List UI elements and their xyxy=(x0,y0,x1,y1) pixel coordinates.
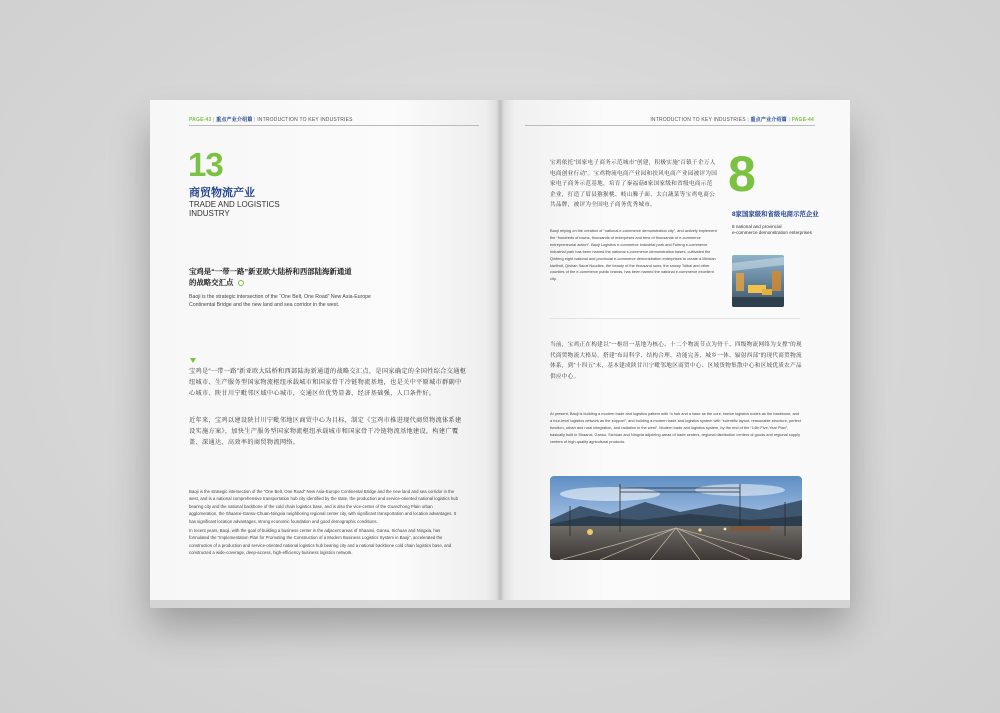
left-body-en-1: Baoji is the strategic intersection of the “One Belt, One Road” New Asia-Europe Continental Bridge and the new land and sea corridor in the west, and is a national comprehensive transportation hub city identified by the state, the production and service-oriented national logistics hub bearing city and the national backbone of the cold chain logistics base, and is also the vice-center of the Guanzhong Plain urban agglomeration, the Shaanxi-Gansu-Chuan-Ningxia neighboring regional center city, with significant transportation and location advantages. It has significant location advantages, strong economic foundation and good demographic conditions. xyxy=(189,489,458,524)
railway-photo xyxy=(550,476,802,560)
right-page xyxy=(500,100,850,600)
left-header-en: INTRODUCTION TO KEY INDUSTRIES xyxy=(257,117,353,123)
subtitle-cn-line2: 的战略交汇点 xyxy=(189,278,234,287)
stat-label-en-line1: 8 national and provincial xyxy=(732,224,782,229)
subtitle-cn-line2-wrap xyxy=(189,277,352,288)
section-title-en xyxy=(189,200,280,218)
railway-image xyxy=(550,476,802,560)
warehouse-image xyxy=(732,255,784,307)
right-page-number: PAGE-44 xyxy=(791,117,814,123)
right-header-en: INTRODUCTION TO KEY INDUSTRIES xyxy=(650,117,746,123)
subtitle-cn-line1: 宝鸡是“一带一路”新亚欧大陆桥和西部陆海新通道 xyxy=(189,267,352,276)
right-block2-en: At present, Baoji is building a modern trade and logistics pattern with “a hub and a base as the core, twelve logistics nodes as the backbone, and a four-level logistics network as the support”, and building a modern trade and logistics system with “scientific layout, reasonable structure, perfect function, urban and rural integration, and radiation in the west”. Modern trade and logistics system, by the end of the “14th Five-Year Plan”, basically built in Shaanxi, Gansu, Sichuan and Ningxia adjoining areas of trade centers, regional distribution centers of goods and regional supply centers of high-quality agricultural products. xyxy=(550,411,801,444)
right-header-cn: 重点产业介绍篇 xyxy=(750,117,787,123)
left-body-en-2: In recent years, Baoji, with the goal of building a business center in the adjacent areas of Shaanxi, Gansu, Sichuan and Ningxia, has formulated the “Implementation Plan for Promoting the Construction of a Modern Business Logistics System in Baoji”, accelerated the construction of a production and service-oriented national logistics hub bearing city and a national backbone cold chain logistics base, and constructed a wide-coverage, deep-access, high-efficiency business logistics network. xyxy=(189,528,452,556)
warehouse-photo xyxy=(732,255,784,307)
left-page-number: PAGE-43 xyxy=(189,117,212,123)
section-title-en-line1: TRADE AND LOGISTICS xyxy=(189,200,280,209)
triangle-down-icon xyxy=(190,358,196,363)
right-page-header: INTRODUCTION TO KEY INDUSTRIES | 重点产业介绍篇 | PAGE-44 xyxy=(650,117,814,123)
stat-label-en xyxy=(732,224,812,237)
right-block1-cn: 宝鸡依托“国家电子商务示范城市”创建，积极实施“百镇千企万人电商创业行动”。宝鸡物流电商产业园和扶风电商产业园被评为国家电子商务示范基地，培育了秦福菇8家国家级和省级电商示范企业，打造了眉县猕猴桃、岐山臊子面、太白蔬菜等宝鸡电商公共品牌，被评为全国电子商务优秀城市。 xyxy=(550,160,718,208)
stat-number: 8 xyxy=(728,146,756,202)
subtitle-en-line2: Continental Bridge and the new land and sea corridor in the west. xyxy=(189,302,340,308)
subtitle-en xyxy=(189,293,371,309)
book-spine xyxy=(496,100,504,600)
subtitle-en-line1: Baoji is the strategic intersection of the “One Belt, One Road” New Asia-Europe xyxy=(189,294,371,300)
right-block2-cn: 当前，宝鸡正在构建以“一枢纽一基地为核心、十二个物流节点为骨干、四级物流网络为支撑”的现代商贸物流大格局，搭建“布局科学、结构合理、功能完善、城乡一体、辐射西部”的现代商贸物流体系，到“十四五”末，基本建成陕甘川宁毗邻地区商贸中心、区域货物集散中心和区域优质农产品供应中心。 xyxy=(550,342,802,380)
left-page-header: PAGE-43 | 重点产业介绍篇 | INTRODUCTION TO KEY INDUSTRIES xyxy=(189,117,353,123)
left-body-cn-2: 近年来，宝鸡以建设陕甘川宁毗邻地区商贸中心为目标，制定《宝鸡市推进现代商贸物流体系建设实施方案》，加快生产服务型国家物流枢纽承载城市和国家骨干冷链物流基地建设，构建广覆盖、深通达、高效率的商贸物流网络。 xyxy=(189,417,462,446)
section-number: 13 xyxy=(188,146,223,183)
right-header-rule xyxy=(525,125,815,126)
subtitle-cn xyxy=(189,266,352,288)
right-block1-en: Baoji relying on the creation of “national e-commerce demonstration city”, and actively implement the “hundreds of towns, thousands of enterprises and tens of thousands of e-commerce entrepreneurial action”. Baoji Logistics e-commerce industrial park and Fufeng e-commerce industrial park has been named the national e-commerce demonstration bases, cultivated the Qinfeng eight national and provincial e-commerce demonstration enterprises to create a Meixian kiwifruit, Qishan Saozi Noodles, the beauty of the thousand suns, the snowy Taibai and other counties of the e-commerce public brands, has been named the national e-commerce excellent city. xyxy=(550,228,717,282)
left-header-cn: 重点产业介绍篇 xyxy=(216,117,253,123)
left-page xyxy=(150,100,500,600)
stat-label-en-line2: e-commerce demonstration enterprises xyxy=(732,230,812,236)
left-header-rule xyxy=(189,125,479,126)
section-title-en-line2: INDUSTRY xyxy=(189,209,230,218)
right-divider xyxy=(550,318,800,319)
left-body-cn-1: 宝鸡是“一带一路”新亚欧大陆桥和西部陆海新通道的战略交汇点，是国家确定的全国性综合交通枢纽城市、生产服务型国家物流枢纽承载城市和国家骨干冷链物流基地，也是关中平原城市群副中心城市、陕甘川宁毗邻区域中心城市，交通区位优势显著，经济基础强，人口条件好。 xyxy=(189,368,467,397)
stat-label-cn: 8家国家级和省级电商示范企业 xyxy=(732,211,819,218)
section-title-cn: 商贸物流产业 xyxy=(189,187,255,199)
circle-dot-icon xyxy=(238,280,244,286)
